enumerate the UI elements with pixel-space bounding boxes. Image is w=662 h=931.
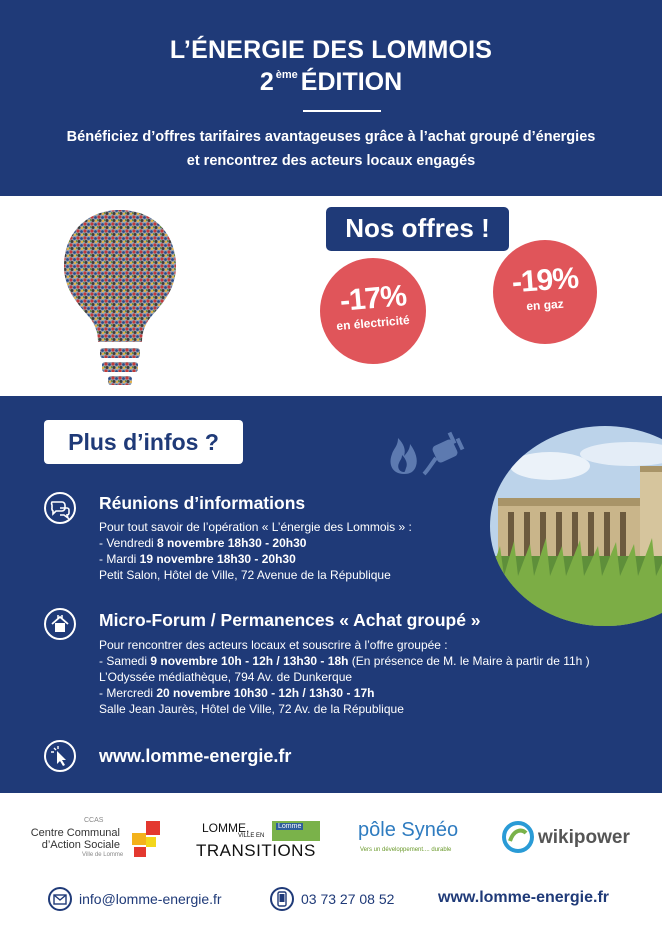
electricity-label: en électricité bbox=[335, 312, 411, 334]
forum-intro: Pour rencontrer des acteurs locaux et souscrire à l’offre groupée : bbox=[99, 638, 448, 652]
edition-word: ÉDITION bbox=[300, 68, 403, 96]
crowd-lightbulb-image bbox=[62, 208, 178, 388]
edition-title bbox=[0, 68, 662, 97]
gas-discount: -19% bbox=[510, 261, 580, 300]
gas-label: en gaz bbox=[525, 296, 565, 314]
cursor-click-icon bbox=[44, 740, 76, 772]
meetings-details bbox=[99, 519, 412, 583]
info-heading: Plus d’infos ? bbox=[44, 420, 243, 464]
electricity-discount-badge bbox=[320, 258, 426, 364]
flame-plug-decoration bbox=[384, 426, 474, 476]
page-title: L’ÉNERGIE DES LOMMOIS bbox=[169, 36, 493, 64]
info-section bbox=[0, 396, 662, 793]
flame-icon bbox=[391, 438, 417, 474]
meeting-date-1: - Vendredi 8 novembre 18h30 - 20h30 bbox=[99, 536, 307, 550]
meetings-title: Réunions d’informations bbox=[99, 493, 306, 513]
forum-title: Micro-Forum / Permanences « Achat groupé » bbox=[99, 610, 481, 630]
chat-bubbles-icon bbox=[44, 492, 76, 524]
phone-icon bbox=[270, 887, 294, 911]
ccas-logo: CCAS Centre Communal d’Action Sociale Ville de Lomme bbox=[38, 817, 166, 865]
meeting-date-2: - Mardi 19 novembre 18h30 - 20h30 bbox=[99, 552, 296, 566]
contact-phone[interactable]: 03 73 27 08 52 bbox=[301, 891, 395, 907]
header-banner bbox=[0, 0, 662, 196]
meetings-intro: Pour tout savoir de l’opération « L’énergie des Lommois » : bbox=[99, 520, 412, 534]
contact-email[interactable]: info@lomme-energie.fr bbox=[79, 891, 222, 907]
wikipower-logo: wikipower bbox=[500, 821, 640, 857]
subtitle bbox=[20, 125, 642, 173]
subtitle-line-1: Bénéficiez d’offres tarifaires avantageuses grâce à l’achat groupé d’énergies bbox=[66, 129, 596, 145]
website-link[interactable]: www.lomme-energie.fr bbox=[99, 746, 292, 766]
forum-place-1: L’Odyssée médiathèque, 794 Av. de Dunkerque bbox=[99, 670, 353, 684]
gas-discount-badge bbox=[493, 240, 597, 344]
offers-section bbox=[0, 196, 662, 396]
edition-suffix: ème bbox=[275, 69, 298, 81]
edition-number: 2 bbox=[259, 68, 274, 96]
title-divider bbox=[303, 110, 381, 112]
house-plug-icon bbox=[44, 608, 76, 640]
meetings-place: Petit Salon, Hôtel de Ville, 72 Avenue de la République bbox=[99, 568, 391, 582]
contact-website[interactable]: www.lomme-energie.fr bbox=[438, 889, 609, 906]
town-hall-photo bbox=[490, 426, 662, 626]
forum-place-2: Salle Jean Jaurès, Hôtel de Ville, 72 Av. de la République bbox=[99, 702, 404, 716]
footer bbox=[0, 793, 662, 931]
subtitle-line-2: et rencontrez des acteurs locaux engagés bbox=[186, 153, 476, 169]
electricity-discount: -17% bbox=[338, 279, 408, 318]
plug-icon bbox=[424, 432, 464, 474]
forum-date-2: - Mercredi 20 novembre 10h30 - 12h / 13h30 - 17h bbox=[99, 686, 375, 700]
pole-syneo-logo: pôle Synéo Vers un développement.... durable bbox=[358, 819, 459, 853]
email-icon bbox=[48, 887, 72, 911]
lomme-transitions-logo: LOMME, VILLE EN TRANSITIONS Lomme bbox=[196, 817, 324, 865]
forum-date-1: - Samedi 9 novembre 10h - 12h / 13h30 - 18h (En présence de M. le Maire à partir de 11h ) bbox=[99, 654, 590, 668]
offers-heading: Nos offres ! bbox=[326, 207, 509, 251]
forum-details bbox=[99, 637, 590, 717]
